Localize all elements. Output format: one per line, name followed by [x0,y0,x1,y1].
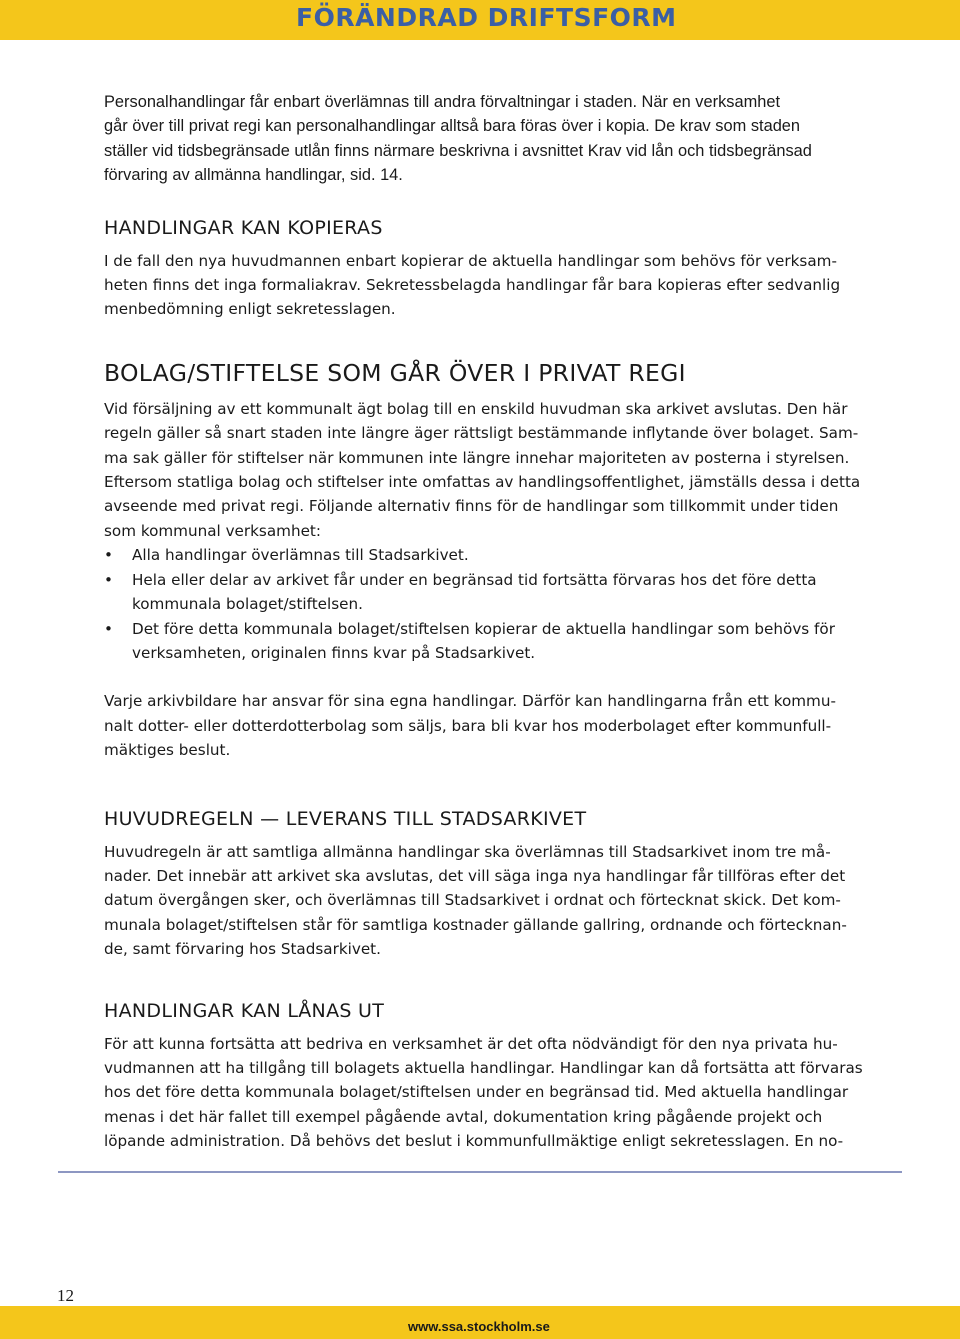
text-line: som kommunal verksamhet: [104,521,321,540]
page-content [104,90,864,1154]
section-body-bolag [104,397,864,543]
text-line: vudmannen att ha tillgång till bolagets aktuella handlingar. Handlingar kan då fortsätta att förvaras [104,1058,863,1077]
section-body-lanas [104,1032,864,1154]
text-line: datum övergången sker, och överlämnas till Stadsarkivet i ordnat och förtecknat skick. Det kom- [104,891,841,910]
section-heading-lanas: HANDLINGAR KAN LÅNAS UT [104,999,385,1022]
text-line: Personalhandlingar får enbart överlämnas till andra förvaltningar i staden. När en verksamhet [104,93,781,111]
text-line: avseende med privat regi. Följande alternativ finns för de handlingar som tillkommit under tiden [104,497,839,516]
text-line: verksamheten, originalen finns kvar på Stadsarkivet. [132,643,536,662]
list-item [104,543,864,567]
text-line: I de fall den nya huvudmannen enbart kopierar de aktuella handlingar som behövs för verksam- [104,251,837,270]
text-line: förvaring av allmänna handlingar, sid. 14. [104,166,403,185]
text-line: Eftersom statliga bolag och stiftelser inte omfattas av handlingsoffentlighet, jämställs dessa i detta [104,473,861,492]
page-title: FÖRÄNDRAD DRIFTSFORM [296,3,677,32]
text-line: Det före detta kommunala bolaget/stiftelsen kopierar de aktuella handlingar som behövs för [132,619,835,638]
text-line: Huvudregeln är att samtliga allmänna handlingar ska överlämnas till Stadsarkivet inom tre må- [104,842,831,861]
intro-paragraph [104,90,864,188]
text-line: ma sak gäller för stiftelser när kommunen inte längre innehar majoriteten av posterna i styrelsen. [104,448,850,467]
text-line: Alla handlingar överlämnas till Stadsarkivet. [132,546,469,565]
section-heading-huvudregeln: HUVUDREGELN — LEVERANS TILL STADSARKIVET [104,807,587,830]
text-line: kommunala bolaget/stiftelsen. [132,595,363,614]
text-line: För att kunna fortsätta att bedriva en verksamhet är det ofta nödvändigt för den nya privata hu- [104,1034,838,1053]
text-line: munala bolaget/stiftelsen står för samtliga kostnader gällande gallring, ordnande och förtecknan- [104,915,847,934]
text-line: nalt dotter- eller dotterdotterbolag som säljs, bara bli kvar hos moderbolaget efter kommunfull- [104,716,832,735]
alternatives-list [104,543,864,665]
list-item [104,568,864,617]
text-line: nader. Det innebär att arkivet ska avslutas, det vill säga inga nya handlingar får tillföras efter det [104,866,846,885]
bullet-icon: • [104,570,113,589]
section-body-kopieras [104,249,864,322]
text-line: Vid försäljning av ett kommunalt ägt bolag till en enskild huvudman ska arkivet avslutas. Den här [104,399,848,418]
text-line: de, samt förvaring hos Stadsarkivet. [104,940,381,959]
text-line: hos det före detta kommunala bolaget/stiftelsen under en begränsad tid. Med aktuella handlingar [104,1083,849,1102]
text-line: löpande administration. Då behövs det beslut i kommunfullmäktige enligt sekretesslagen. En no- [104,1132,844,1151]
text-line: mäktiges beslut. [104,741,231,760]
text-line: Hela eller delar av arkivet får under en begränsad tid fortsätta förvaras hos det före detta [132,570,817,589]
bullet-icon: • [104,619,113,638]
section-heading-kopieras: HANDLINGAR KAN KOPIERAS [104,216,383,239]
footer-url: www.ssa.stockholm.se [408,1319,550,1334]
text-line: går över till privat regi kan personalhandlingar alltså bara föras över i kopia. De krav som staden [104,117,801,136]
page-number: 12 [57,1286,74,1305]
section-closing-bolag [104,689,864,762]
text-line: ställer vid tidsbegränsade utlån finns närmare beskrivna i avsnittet Krav vid lån och tidsbegränsad [104,141,812,160]
text-line: menbedömning enligt sekretesslagen. [104,300,396,319]
list-item [104,617,864,666]
bullet-icon: • [104,546,113,565]
text-line: menas i det här fallet till exempel pågående avtal, dokumentation kring pågående projekt och [104,1107,823,1126]
footer-divider [58,1171,902,1173]
section-body-huvudregeln [104,840,864,962]
text-line: Varje arkivbildare har ansvar för sina egna handlingar. Därför kan handlingarna från ett kommu- [104,692,836,711]
text-line: regeln gäller så snart staden inte längre äger rättsligt bestämmande inflytande över bolaget. Sam- [104,424,859,443]
section-heading-bolag: BOLAG/STIFTELSE SOM GÅR ÖVER I PRIVAT REGI [104,358,686,387]
text-line: heten finns det inga formaliakrav. Sekretessbelagda handlingar får bara kopieras efter sedvanlig [104,276,841,295]
